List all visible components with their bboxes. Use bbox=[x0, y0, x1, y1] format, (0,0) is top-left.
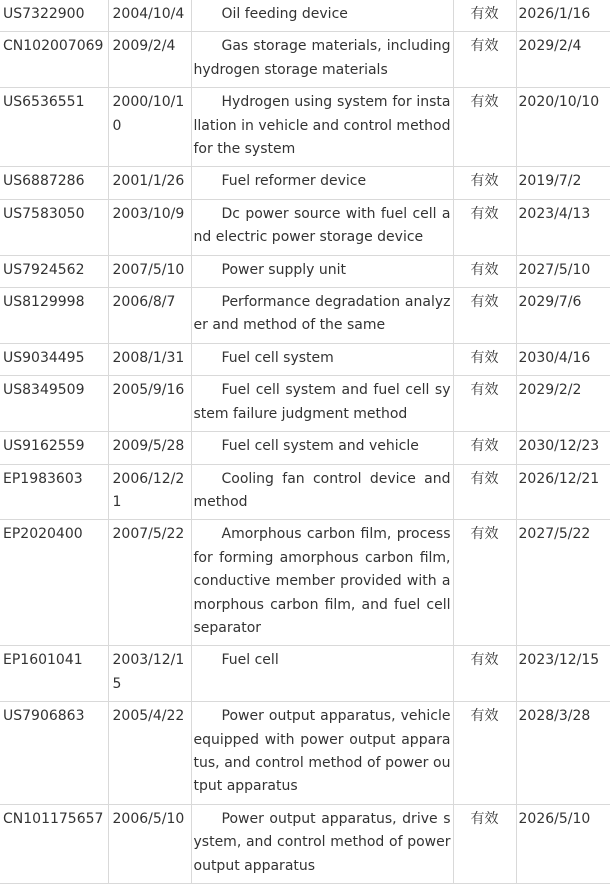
table-row bbox=[0, 199, 610, 255]
patent-number-cell: US6536551 bbox=[0, 88, 108, 167]
patent-number-cell: US9162559 bbox=[0, 432, 108, 464]
filing-date-cell: 2006/5/10 bbox=[108, 804, 191, 883]
patent-title-cell: Amorphous carbon film, process for forming amorphous carbon film, conductive member provided with amorphous carbon film, and fuel cell separator bbox=[191, 520, 453, 646]
expiry-date-cell: 2027/5/10 bbox=[516, 255, 610, 287]
patent-number-cell: US7924562 bbox=[0, 255, 108, 287]
filing-date-cell: 2006/8/7 bbox=[108, 288, 191, 344]
patent-number-cell: CN102007069 bbox=[0, 32, 108, 88]
table-row bbox=[0, 288, 610, 344]
patent-title-cell: Power output apparatus, drive system, and control method of power output apparatus bbox=[191, 804, 453, 883]
expiry-date-cell: 2029/2/2 bbox=[516, 376, 610, 432]
patent-title-cell: Fuel cell system and fuel cell system failure judgment method bbox=[191, 376, 453, 432]
expiry-date-cell: 2023/4/13 bbox=[516, 199, 610, 255]
table-row bbox=[0, 255, 610, 287]
patent-title-cell: Cooling fan control device and method bbox=[191, 464, 453, 520]
table-row bbox=[0, 88, 610, 167]
expiry-date-cell: 2029/7/6 bbox=[516, 288, 610, 344]
filing-date-cell: 2003/12/15 bbox=[108, 646, 191, 702]
expiry-date-cell: 2029/2/4 bbox=[516, 32, 610, 88]
expiry-date-cell: 2020/10/10 bbox=[516, 88, 610, 167]
status-cell: 有效 bbox=[453, 167, 516, 199]
patent-title-cell: Fuel cell bbox=[191, 646, 453, 702]
filing-date-cell: 2003/10/9 bbox=[108, 199, 191, 255]
patent-number-cell: US8349509 bbox=[0, 376, 108, 432]
expiry-date-cell: 2030/4/16 bbox=[516, 343, 610, 375]
table-row bbox=[0, 432, 610, 464]
patent-title-cell: Fuel cell system and vehicle bbox=[191, 432, 453, 464]
table-row bbox=[0, 520, 610, 646]
expiry-date-cell: 2026/5/10 bbox=[516, 804, 610, 883]
filing-date-cell: 2006/12/21 bbox=[108, 464, 191, 520]
filing-date-cell: 2000/10/10 bbox=[108, 88, 191, 167]
table-row bbox=[0, 0, 610, 32]
status-cell: 有效 bbox=[453, 288, 516, 344]
patent-title-cell: Fuel reformer device bbox=[191, 167, 453, 199]
filing-date-cell: 2009/5/28 bbox=[108, 432, 191, 464]
table-row bbox=[0, 702, 610, 805]
filing-date-cell: 2008/1/31 bbox=[108, 343, 191, 375]
status-cell: 有效 bbox=[453, 32, 516, 88]
filing-date-cell: 2007/5/10 bbox=[108, 255, 191, 287]
patent-title-cell: Oil feeding device bbox=[191, 0, 453, 32]
patent-number-cell: US9034495 bbox=[0, 343, 108, 375]
table-row bbox=[0, 167, 610, 199]
status-cell: 有效 bbox=[453, 646, 516, 702]
patent-title-cell: Gas storage materials, including hydrogen storage materials bbox=[191, 32, 453, 88]
status-cell: 有效 bbox=[453, 199, 516, 255]
filing-date-cell: 2004/10/4 bbox=[108, 0, 191, 32]
status-cell: 有效 bbox=[453, 520, 516, 646]
expiry-date-cell: 2026/1/16 bbox=[516, 0, 610, 32]
patent-number-cell: EP2020400 bbox=[0, 520, 108, 646]
patent-title-cell: Power supply unit bbox=[191, 255, 453, 287]
table-row bbox=[0, 804, 610, 883]
expiry-date-cell: 2030/12/23 bbox=[516, 432, 610, 464]
patent-number-cell: EP1983603 bbox=[0, 464, 108, 520]
patent-title-cell: Dc power source with fuel cell and electric power storage device bbox=[191, 199, 453, 255]
table-row bbox=[0, 646, 610, 702]
patent-number-cell: US7906863 bbox=[0, 702, 108, 805]
status-cell: 有效 bbox=[453, 255, 516, 287]
filing-date-cell: 2009/2/4 bbox=[108, 32, 191, 88]
table-row bbox=[0, 376, 610, 432]
patent-title-cell: Performance degradation analyzer and method of the same bbox=[191, 288, 453, 344]
filing-date-cell: 2005/4/22 bbox=[108, 702, 191, 805]
filing-date-cell: 2001/1/26 bbox=[108, 167, 191, 199]
status-cell: 有效 bbox=[453, 0, 516, 32]
patent-number-cell: US7322900 bbox=[0, 0, 108, 32]
status-cell: 有效 bbox=[453, 432, 516, 464]
table-row bbox=[0, 464, 610, 520]
patent-number-cell: US6887286 bbox=[0, 167, 108, 199]
expiry-date-cell: 2019/7/2 bbox=[516, 167, 610, 199]
expiry-date-cell: 2023/12/15 bbox=[516, 646, 610, 702]
patent-title-cell: Power output apparatus, vehicle equipped with power output apparatus, and control method of power output apparatus bbox=[191, 702, 453, 805]
patent-number-cell: US7583050 bbox=[0, 199, 108, 255]
patent-title-cell: Hydrogen using system for installation in vehicle and control method for the system bbox=[191, 88, 453, 167]
status-cell: 有效 bbox=[453, 702, 516, 805]
filing-date-cell: 2005/9/16 bbox=[108, 376, 191, 432]
table-row bbox=[0, 32, 610, 88]
table-row bbox=[0, 343, 610, 375]
filing-date-cell: 2007/5/22 bbox=[108, 520, 191, 646]
status-cell: 有效 bbox=[453, 88, 516, 167]
expiry-date-cell: 2028/3/28 bbox=[516, 702, 610, 805]
status-cell: 有效 bbox=[453, 464, 516, 520]
status-cell: 有效 bbox=[453, 804, 516, 883]
status-cell: 有效 bbox=[453, 343, 516, 375]
expiry-date-cell: 2026/12/21 bbox=[516, 464, 610, 520]
expiry-date-cell: 2027/5/22 bbox=[516, 520, 610, 646]
patent-title-cell: Fuel cell system bbox=[191, 343, 453, 375]
status-cell: 有效 bbox=[453, 376, 516, 432]
patent-number-cell: EP1601041 bbox=[0, 646, 108, 702]
patent-number-cell: CN101175657 bbox=[0, 804, 108, 883]
patent-number-cell: US8129998 bbox=[0, 288, 108, 344]
